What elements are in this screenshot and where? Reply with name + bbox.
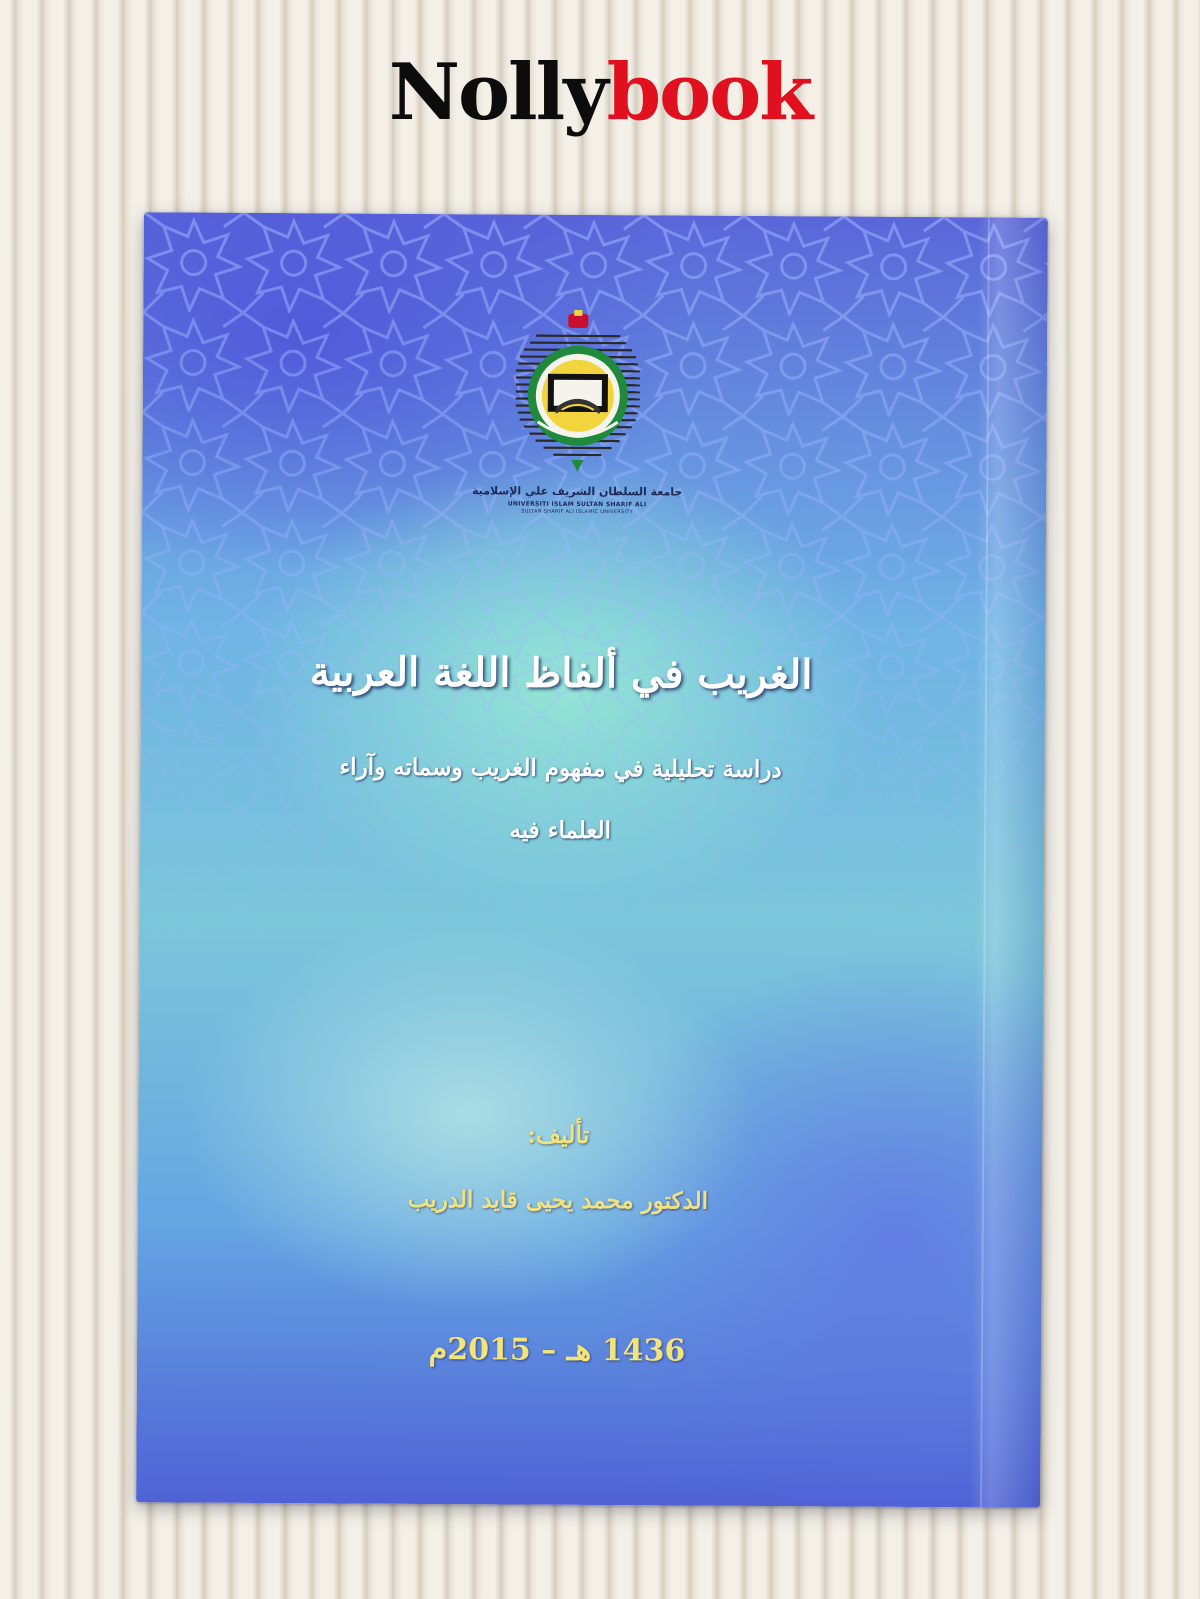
book-subtitle-line2: العلماء فيه (509, 816, 612, 845)
university-name-malay: UNIVERSITI ISLAM SULTAN SHARIF ALI (507, 500, 647, 509)
university-crest-icon (507, 309, 648, 480)
university-name-arabic: جامعة السلطان الشريف علي الإسلامية (472, 484, 683, 499)
author-name: الدكتور محمد يحيى قايد الدريب (407, 1185, 709, 1215)
publication-year: 1436 هـ – 2015م (428, 1332, 686, 1369)
author-label: تأليف: (527, 1119, 590, 1149)
watermark-logo (0, 47, 1200, 138)
book-cover (136, 212, 1048, 1507)
watermark-part-nolly: Nolly (388, 47, 607, 138)
book-subtitle-line1: دراسة تحليلية في مفهوم الغريب وسماته وآراء (339, 753, 782, 784)
watermark-part-book: book (606, 47, 812, 138)
book-title: الغريب في ألفاظ اللغة العربية (309, 648, 813, 699)
university-name-english: SULTAN SHARIF ALI ISLAMIC UNIVERSITY (521, 508, 634, 516)
